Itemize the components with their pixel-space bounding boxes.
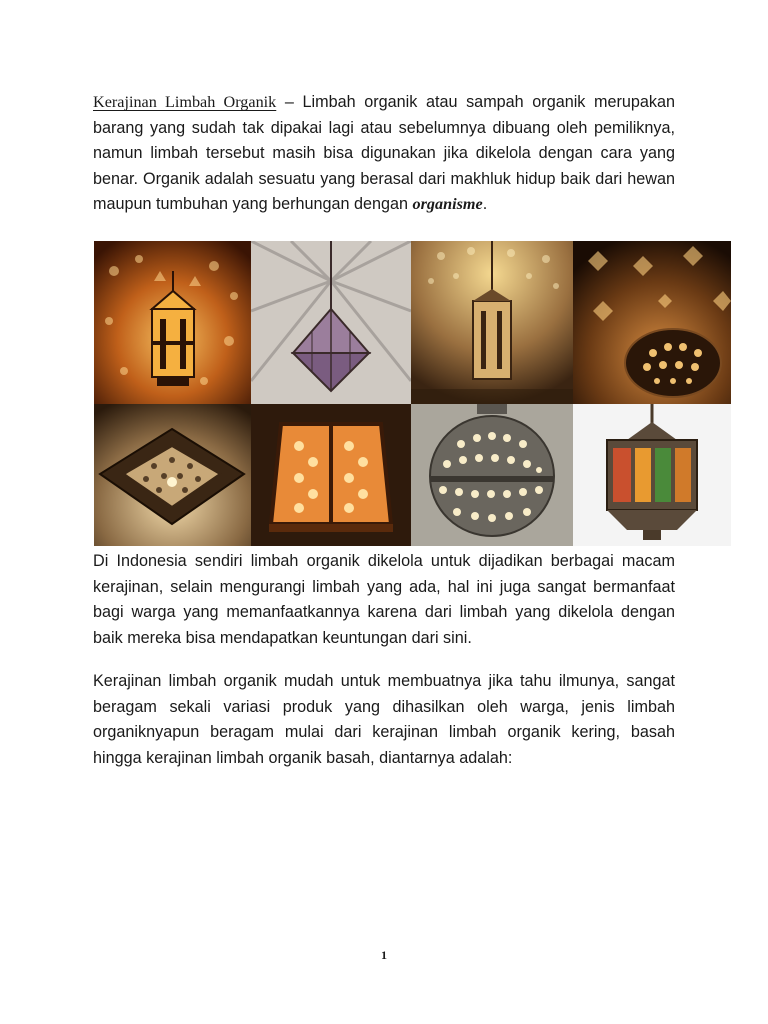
paragraph-3: Kerajinan limbah organik mudah untuk membuatnya jika tahu ilmunya, sangat beragam sekali variasi produk yang dihasilkan oleh warga, jenis limbah organiknyapun beragam mulai dari kerajinan limbah organik kering, basah hingga kerajinan limbah organik basah, diantarnya adalah:: [93, 672, 675, 767]
lamp-photo-2: [251, 241, 411, 404]
intro-paragraph: [93, 90, 675, 218]
lead-term: Kerajinan Limbah Organik: [93, 93, 277, 111]
lamp-photo-4: [573, 241, 731, 404]
lamp-photo-3: [411, 241, 573, 404]
intro-end-punct: .: [482, 195, 488, 214]
lamp-photo-5: [94, 404, 251, 546]
lamp-photo-6: [251, 404, 411, 546]
lamp-photo-7: [411, 404, 573, 546]
keyword-organisme: organisme: [412, 195, 483, 214]
lamp-photo-1: [94, 241, 251, 404]
lamp-photo-8: [573, 404, 731, 546]
page-number: 1: [381, 948, 387, 962]
intro-text: Limbah organik atau sampah organik merupakan barang yang sudah tak dipakai lagi atau sebelumnya dibuang oleh pemiliknya, namun limbah tersebut masih bisa digunakan jika dikelola dengan cara yang benar. Organik adalah sesuatu yang berasal dari makhluk hidup baik dari hewan maupun tumbuhan yang berhungan dengan: [93, 93, 676, 214]
lead-dash: –: [276, 93, 303, 111]
paragraph-2: Di Indonesia sendiri limbah organik dikelola untuk dijadikan berbagai macam kerajinan, selain mengurangi limbah yang ada, hal ini juga sangat bermanfaat bagi warga yang memanfaatkannya karena dari limbah yang dikelola dengan baik mereka bisa mendapatkan keuntungan dari sini.: [93, 552, 675, 647]
lamp-photo-collage: [94, 241, 731, 546]
